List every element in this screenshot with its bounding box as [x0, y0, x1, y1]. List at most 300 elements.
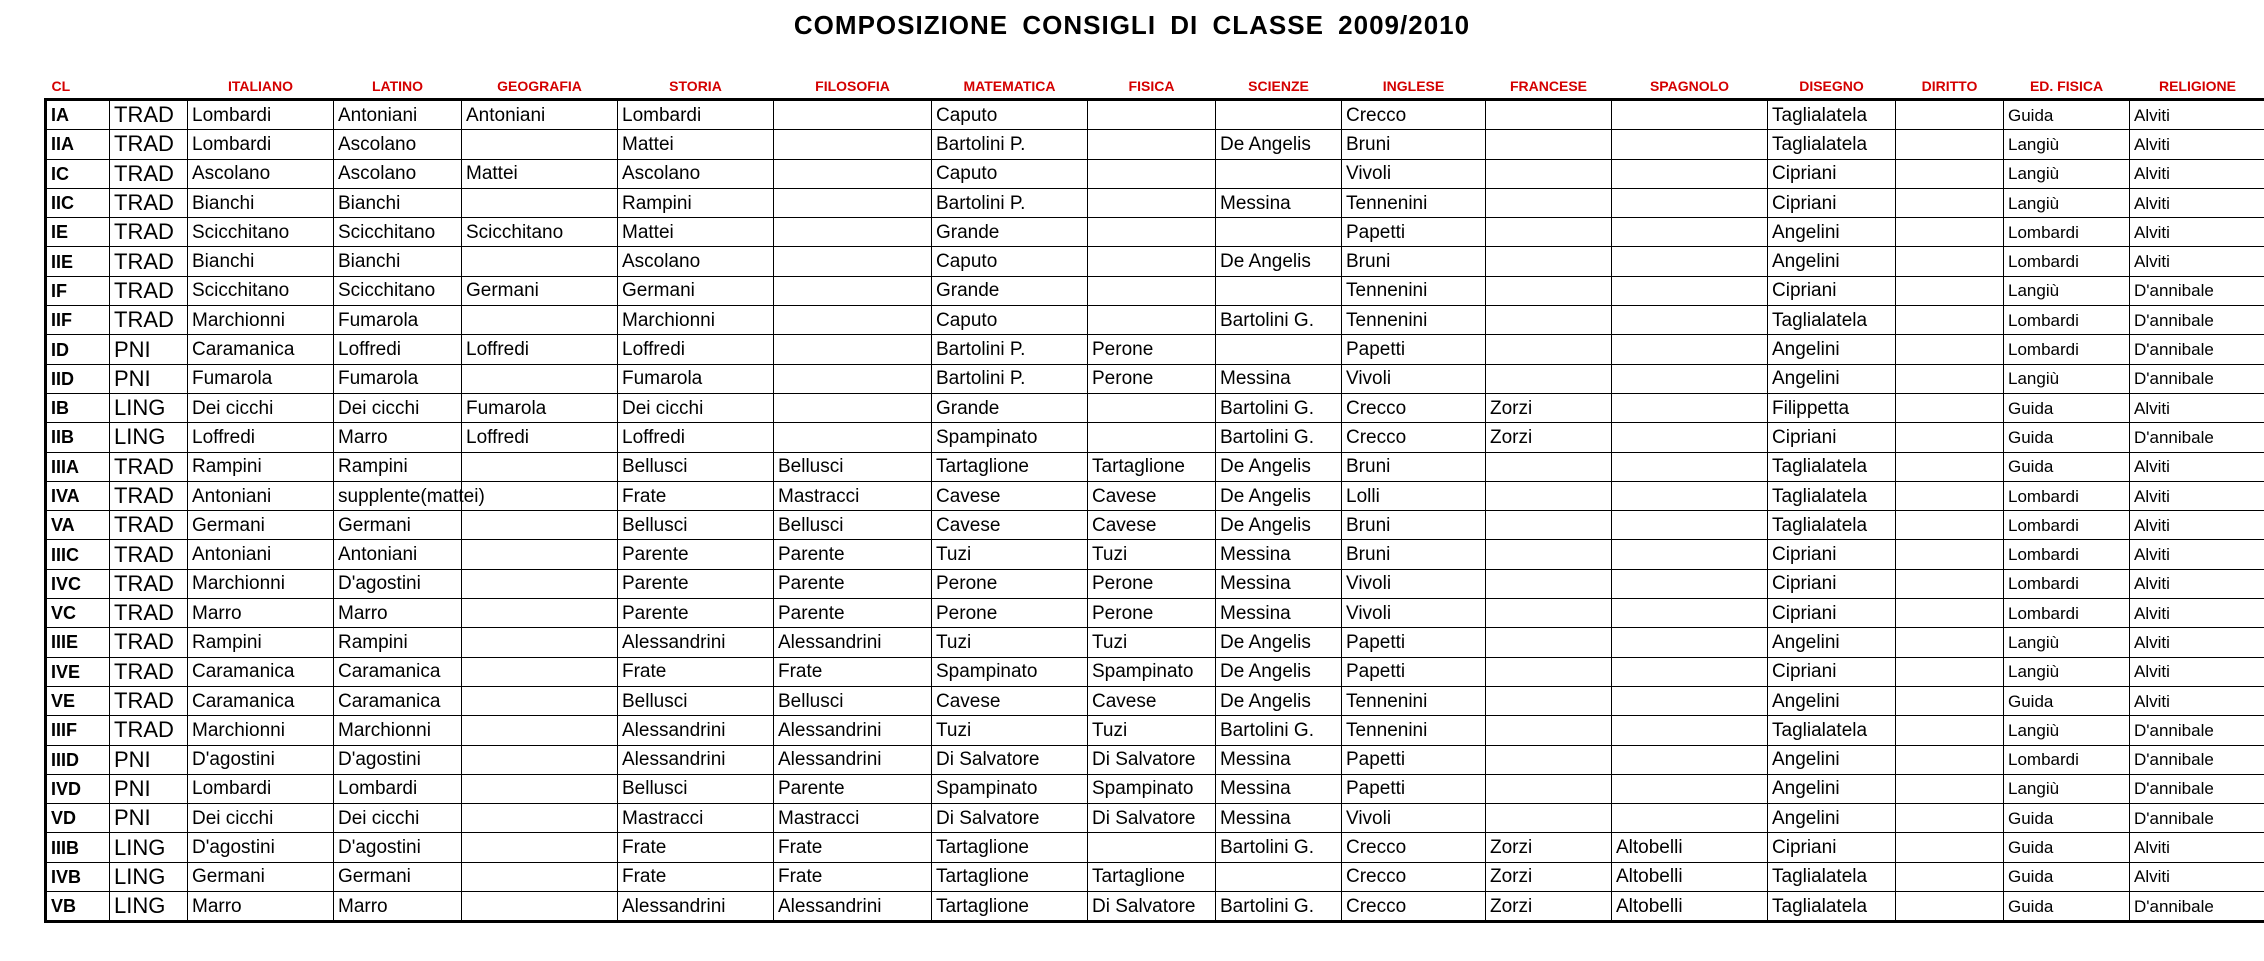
teacher-cell: Lombardi — [2004, 511, 2130, 540]
table-row — [46, 306, 2264, 335]
teacher-cell: Taglialatela — [1768, 716, 1896, 745]
teacher-cell: Tuzi — [1088, 716, 1216, 745]
teacher-cell — [1612, 540, 1768, 569]
teacher-cell — [462, 188, 618, 217]
teacher-cell: D'annibale — [2130, 892, 2264, 922]
teacher-cell — [774, 393, 932, 422]
teacher-cell: Bianchi — [188, 188, 334, 217]
teacher-cell: Marro — [188, 599, 334, 628]
teacher-cell: Alviti — [2130, 833, 2264, 862]
column-header-latino: LATINO — [371, 78, 424, 94]
teacher-cell: Langiù — [2004, 716, 2130, 745]
teacher-cell: Mastracci — [618, 804, 774, 833]
class-cell: VA — [46, 511, 110, 540]
teacher-cell: Di Salvatore — [1088, 804, 1216, 833]
teacher-cell — [462, 599, 618, 628]
column-header-disegno: DISEGNO — [1799, 78, 1864, 94]
teacher-cell: Parente — [618, 540, 774, 569]
teacher-cell: Lombardi — [2004, 540, 2130, 569]
teacher-cell — [1612, 159, 1768, 188]
teacher-cell — [462, 628, 618, 657]
teacher-cell: Tuzi — [932, 628, 1088, 657]
teacher-cell: Perone — [1088, 599, 1216, 628]
teacher-cell — [1216, 159, 1342, 188]
teacher-cell: Alviti — [2130, 511, 2264, 540]
teacher-cell — [1088, 306, 1216, 335]
track-cell: PNI — [110, 804, 188, 833]
teacher-cell — [1896, 774, 2004, 803]
teacher-cell: Taglialatela — [1768, 892, 1896, 922]
teacher-cell: Lombardi — [618, 100, 774, 130]
teacher-cell — [1896, 218, 2004, 247]
teacher-cell: Cipriani — [1768, 657, 1896, 686]
teacher-cell — [1088, 130, 1216, 159]
class-cell: VE — [46, 686, 110, 715]
teacher-cell: Messina — [1216, 774, 1342, 803]
teacher-cell: Cipriani — [1768, 833, 1896, 862]
teacher-cell — [1896, 100, 2004, 130]
teacher-cell: Lolli — [1342, 481, 1486, 510]
class-cell: ID — [46, 335, 110, 364]
teacher-cell: Cavese — [1088, 686, 1216, 715]
class-cell: IVD — [46, 774, 110, 803]
table-row — [46, 569, 2264, 598]
teacher-cell — [1486, 657, 1612, 686]
teacher-cell — [1486, 804, 1612, 833]
teacher-cell: Bruni — [1342, 540, 1486, 569]
teacher-cell: Alviti — [2130, 540, 2264, 569]
teacher-cell: Frate — [774, 657, 932, 686]
teacher-cell: Crecco — [1342, 833, 1486, 862]
table-row — [46, 774, 2264, 803]
teacher-cell: Loffredi — [618, 423, 774, 452]
teacher-cell — [1896, 833, 2004, 862]
column-header-inglese: INGLESE — [1382, 78, 1445, 94]
teacher-cell: Dei cicchi — [188, 393, 334, 422]
teacher-cell — [462, 540, 618, 569]
teacher-cell — [1612, 628, 1768, 657]
teacher-cell — [1896, 393, 2004, 422]
teacher-cell: Bianchi — [188, 247, 334, 276]
teacher-cell: De Angelis — [1216, 657, 1342, 686]
teacher-cell: Angelini — [1768, 774, 1896, 803]
teacher-cell — [1896, 188, 2004, 217]
class-cell: IC — [46, 159, 110, 188]
teacher-cell — [1896, 892, 2004, 922]
teacher-cell: D'annibale — [2130, 276, 2264, 305]
track-cell: TRAD — [110, 276, 188, 305]
class-cell: VC — [46, 599, 110, 628]
teacher-cell: Bartolini P. — [932, 335, 1088, 364]
teacher-cell: Alviti — [2130, 481, 2264, 510]
teacher-cell: Alessandrini — [774, 892, 932, 922]
track-cell: PNI — [110, 335, 188, 364]
teacher-cell: Cavese — [932, 686, 1088, 715]
table-row — [46, 540, 2264, 569]
teacher-cell: Langiù — [2004, 188, 2130, 217]
teacher-cell — [1216, 218, 1342, 247]
teacher-cell: Taglialatela — [1768, 100, 1896, 130]
teacher-cell: Parente — [774, 540, 932, 569]
teacher-cell: supplente(mattei) — [334, 481, 462, 510]
table-row — [46, 511, 2264, 540]
teacher-cell: Lombardi — [188, 100, 334, 130]
teacher-cell — [1486, 481, 1612, 510]
teacher-cell: Germani — [462, 276, 618, 305]
teacher-cell: Alviti — [2130, 686, 2264, 715]
teacher-cell: Bellusci — [774, 452, 932, 481]
teacher-cell — [462, 481, 618, 510]
teacher-cell — [1612, 276, 1768, 305]
teacher-cell: Lombardi — [2004, 218, 2130, 247]
teacher-cell: Marchionni — [188, 716, 334, 745]
teacher-cell: Cipriani — [1768, 569, 1896, 598]
table-header-row — [46, 74, 2264, 100]
teacher-cell: Loffredi — [618, 335, 774, 364]
teacher-cell — [1486, 335, 1612, 364]
teacher-cell: Messina — [1216, 364, 1342, 393]
teacher-cell — [1612, 804, 1768, 833]
table-row — [46, 833, 2264, 862]
teacher-cell: Spampinato — [1088, 657, 1216, 686]
teacher-cell — [1896, 423, 2004, 452]
teacher-cell: Antoniani — [188, 481, 334, 510]
teacher-cell: Bruni — [1342, 452, 1486, 481]
class-cell: IIIC — [46, 540, 110, 569]
teacher-cell: Alessandrini — [618, 745, 774, 774]
teacher-cell — [1088, 247, 1216, 276]
teacher-cell: Parente — [618, 569, 774, 598]
teacher-cell — [1088, 423, 1216, 452]
teacher-cell: Ascolano — [188, 159, 334, 188]
teacher-cell: Marchionni — [188, 306, 334, 335]
table-row — [46, 452, 2264, 481]
teacher-cell: Crecco — [1342, 100, 1486, 130]
teacher-cell — [462, 716, 618, 745]
class-cell: IVA — [46, 481, 110, 510]
column-header-matematica: MATEMATICA — [963, 78, 1056, 94]
teacher-cell — [1486, 247, 1612, 276]
teacher-cell: Vivoli — [1342, 599, 1486, 628]
teacher-cell — [1486, 686, 1612, 715]
teacher-cell: Germani — [334, 511, 462, 540]
teacher-cell — [1896, 599, 2004, 628]
teacher-cell — [1612, 364, 1768, 393]
teacher-cell: Bartolini G. — [1216, 393, 1342, 422]
teacher-cell: Papetti — [1342, 335, 1486, 364]
teacher-cell: Mastracci — [774, 804, 932, 833]
column-header-italiano: ITALIANO — [227, 78, 294, 94]
teacher-cell: Lombardi — [2004, 745, 2130, 774]
teacher-cell: Alviti — [2130, 218, 2264, 247]
teacher-cell: Caputo — [932, 159, 1088, 188]
teacher-cell: Bellusci — [618, 511, 774, 540]
teacher-cell — [1896, 569, 2004, 598]
teacher-cell: Zorzi — [1486, 892, 1612, 922]
teacher-cell: Guida — [2004, 393, 2130, 422]
teacher-cell: Di Salvatore — [1088, 892, 1216, 922]
teacher-cell — [1486, 628, 1612, 657]
teacher-cell — [1486, 452, 1612, 481]
teacher-cell: Bruni — [1342, 511, 1486, 540]
teacher-cell: D'agostini — [334, 745, 462, 774]
teacher-cell: Papetti — [1342, 657, 1486, 686]
teacher-cell: Messina — [1216, 599, 1342, 628]
teacher-cell — [1088, 276, 1216, 305]
table-row — [46, 862, 2264, 891]
teacher-cell: Tartaglione — [932, 452, 1088, 481]
teacher-cell — [1612, 774, 1768, 803]
teacher-cell: Langiù — [2004, 657, 2130, 686]
teacher-cell: Fumarola — [188, 364, 334, 393]
teacher-cell: Spampinato — [1088, 774, 1216, 803]
teacher-cell: Altobelli — [1612, 833, 1768, 862]
teacher-cell: Frate — [774, 862, 932, 891]
teacher-cell: Caputo — [932, 247, 1088, 276]
track-cell: TRAD — [110, 511, 188, 540]
teacher-cell: Bianchi — [334, 247, 462, 276]
teacher-cell — [1896, 481, 2004, 510]
teacher-cell: Antoniani — [188, 540, 334, 569]
teacher-cell — [1612, 188, 1768, 217]
teacher-cell — [1486, 306, 1612, 335]
column-header-storia: STORIA — [669, 78, 722, 94]
teacher-cell: Marro — [188, 892, 334, 922]
table-row — [46, 364, 2264, 393]
teacher-cell — [462, 686, 618, 715]
teacher-cell: Mastracci — [774, 481, 932, 510]
teacher-cell: Zorzi — [1486, 393, 1612, 422]
teacher-cell: Frate — [774, 833, 932, 862]
track-cell: TRAD — [110, 130, 188, 159]
teacher-cell — [462, 804, 618, 833]
teacher-cell: Guida — [2004, 862, 2130, 891]
page-title: COMPOSIZIONE CONSIGLI DI CLASSE 2009/2010 — [793, 10, 1471, 40]
teacher-cell: Dei cicchi — [334, 804, 462, 833]
table-row — [46, 481, 2264, 510]
table-row — [46, 159, 2264, 188]
table-body — [46, 100, 2264, 922]
teacher-cell — [462, 774, 618, 803]
teacher-cell: Scicchitano — [188, 276, 334, 305]
track-cell: TRAD — [110, 569, 188, 598]
teacher-cell: D'agostini — [334, 569, 462, 598]
teacher-cell: D'annibale — [2130, 364, 2264, 393]
teacher-cell: Taglialatela — [1768, 306, 1896, 335]
teacher-cell: Loffredi — [334, 335, 462, 364]
teacher-cell: Tennenini — [1342, 686, 1486, 715]
teacher-cell: Vivoli — [1342, 364, 1486, 393]
teacher-cell: Fumarola — [462, 393, 618, 422]
table-row — [46, 657, 2264, 686]
track-cell: PNI — [110, 364, 188, 393]
track-cell: LING — [110, 393, 188, 422]
column-header-diritto: DIRITTO — [1921, 78, 1978, 94]
teacher-cell: Tennenini — [1342, 306, 1486, 335]
class-cell: IVB — [46, 862, 110, 891]
teacher-cell: Messina — [1216, 540, 1342, 569]
track-cell: TRAD — [110, 100, 188, 130]
teacher-cell — [462, 511, 618, 540]
teacher-cell: Bruni — [1342, 130, 1486, 159]
teacher-cell: Alviti — [2130, 247, 2264, 276]
teacher-cell: Tennenini — [1342, 276, 1486, 305]
teacher-cell — [462, 657, 618, 686]
track-cell: TRAD — [110, 247, 188, 276]
track-cell: LING — [110, 833, 188, 862]
teacher-cell: Zorzi — [1486, 833, 1612, 862]
teacher-cell: Vivoli — [1342, 159, 1486, 188]
teacher-cell: Mattei — [618, 130, 774, 159]
teacher-cell — [1486, 599, 1612, 628]
teacher-cell: D'annibale — [2130, 716, 2264, 745]
teacher-cell: Alessandrini — [774, 628, 932, 657]
teacher-cell: Bartolini G. — [1216, 716, 1342, 745]
column-header-religione: RELIGIONE — [2158, 78, 2236, 94]
teacher-cell — [462, 130, 618, 159]
teacher-cell — [462, 833, 618, 862]
teacher-cell: Lombardi — [2004, 247, 2130, 276]
teacher-cell — [1216, 862, 1342, 891]
table-row — [46, 335, 2264, 364]
teacher-cell: Marchionni — [334, 716, 462, 745]
teacher-cell: Alviti — [2130, 130, 2264, 159]
teacher-cell: Alviti — [2130, 159, 2264, 188]
teacher-cell: Guida — [2004, 100, 2130, 130]
teacher-cell: Alviti — [2130, 862, 2264, 891]
class-cell: IA — [46, 100, 110, 130]
teacher-cell — [1088, 188, 1216, 217]
teacher-cell — [774, 276, 932, 305]
teacher-cell — [774, 306, 932, 335]
teacher-cell: D'annibale — [2130, 335, 2264, 364]
teacher-cell — [1088, 833, 1216, 862]
teacher-cell: Angelini — [1768, 364, 1896, 393]
teacher-cell: D'annibale — [2130, 306, 2264, 335]
teacher-cell: Rampini — [188, 452, 334, 481]
teacher-cell: Spampinato — [932, 423, 1088, 452]
teacher-cell: De Angelis — [1216, 628, 1342, 657]
teacher-cell: Papetti — [1342, 745, 1486, 774]
table-row — [46, 276, 2264, 305]
teacher-cell: Cipriani — [1768, 276, 1896, 305]
teacher-cell — [1612, 657, 1768, 686]
teacher-cell: Di Salvatore — [1088, 745, 1216, 774]
teacher-cell — [1486, 159, 1612, 188]
teacher-cell: Loffredi — [188, 423, 334, 452]
teacher-cell: Tartaglione — [932, 833, 1088, 862]
teacher-cell — [1896, 657, 2004, 686]
column-header-fisica: FISICA — [1128, 78, 1175, 94]
teacher-cell — [1612, 306, 1768, 335]
teacher-cell: Caramanica — [334, 657, 462, 686]
class-cell: IIIE — [46, 628, 110, 657]
teacher-cell — [1612, 745, 1768, 774]
teacher-cell — [774, 423, 932, 452]
teacher-cell — [1612, 335, 1768, 364]
teacher-cell — [1612, 247, 1768, 276]
teacher-cell — [462, 862, 618, 891]
class-cell: IID — [46, 364, 110, 393]
teacher-cell: Taglialatela — [1768, 481, 1896, 510]
teacher-cell: Langiù — [2004, 364, 2130, 393]
teacher-cell: D'annibale — [2130, 804, 2264, 833]
teacher-cell: Grande — [932, 276, 1088, 305]
column-header-francese: FRANCESE — [1509, 78, 1587, 94]
teacher-cell: Perone — [932, 599, 1088, 628]
teacher-cell: Lombardi — [188, 130, 334, 159]
teacher-cell: Perone — [1088, 335, 1216, 364]
track-cell: TRAD — [110, 188, 188, 217]
teacher-cell — [1486, 276, 1612, 305]
teacher-cell: De Angelis — [1216, 511, 1342, 540]
teacher-cell — [774, 188, 932, 217]
teacher-cell: De Angelis — [1216, 130, 1342, 159]
teacher-cell: Tennenini — [1342, 716, 1486, 745]
teacher-cell: De Angelis — [1216, 247, 1342, 276]
teacher-cell — [1486, 188, 1612, 217]
class-cell: IIIA — [46, 452, 110, 481]
teacher-cell: Cavese — [932, 511, 1088, 540]
teacher-cell — [1486, 774, 1612, 803]
column-header-geografia: GEOGRAFIA — [497, 78, 582, 94]
teacher-cell: Caputo — [932, 306, 1088, 335]
teacher-cell: Parente — [774, 599, 932, 628]
teacher-cell: Papetti — [1342, 218, 1486, 247]
table-row — [46, 599, 2264, 628]
teacher-cell: Bellusci — [618, 686, 774, 715]
teacher-cell — [1896, 686, 2004, 715]
teacher-cell: Scicchitano — [334, 218, 462, 247]
teacher-cell — [1486, 218, 1612, 247]
teacher-cell: Loffredi — [462, 423, 618, 452]
teacher-cell — [1896, 130, 2004, 159]
teacher-cell: Caramanica — [188, 335, 334, 364]
teacher-cell: Bellusci — [774, 686, 932, 715]
teacher-cell: Scicchitano — [462, 218, 618, 247]
teacher-cell — [1216, 276, 1342, 305]
teacher-cell: Guida — [2004, 804, 2130, 833]
teacher-cell — [1612, 393, 1768, 422]
teacher-cell: Perone — [1088, 364, 1216, 393]
teacher-cell: Bellusci — [774, 511, 932, 540]
teacher-cell: Ascolano — [334, 130, 462, 159]
teacher-cell — [1486, 511, 1612, 540]
teacher-cell: Langiù — [2004, 276, 2130, 305]
teacher-cell: Messina — [1216, 804, 1342, 833]
teacher-cell: Crecco — [1342, 423, 1486, 452]
teacher-cell: Alviti — [2130, 599, 2264, 628]
track-cell: TRAD — [110, 306, 188, 335]
teacher-cell: Taglialatela — [1768, 511, 1896, 540]
teacher-cell: Dei cicchi — [618, 393, 774, 422]
teacher-cell: Alviti — [2130, 569, 2264, 598]
teacher-cell: Bartolini G. — [1216, 892, 1342, 922]
teacher-cell — [1612, 569, 1768, 598]
teacher-cell — [774, 335, 932, 364]
teacher-cell: Zorzi — [1486, 862, 1612, 891]
teacher-cell — [462, 569, 618, 598]
teacher-cell: Langiù — [2004, 159, 2130, 188]
track-cell: LING — [110, 423, 188, 452]
teacher-cell — [1612, 130, 1768, 159]
teacher-cell — [774, 218, 932, 247]
teacher-cell: Parente — [774, 774, 932, 803]
teacher-cell: Bartolini P. — [932, 130, 1088, 159]
teacher-cell: Langiù — [2004, 774, 2130, 803]
teacher-cell — [1896, 628, 2004, 657]
teacher-cell: Cavese — [932, 481, 1088, 510]
